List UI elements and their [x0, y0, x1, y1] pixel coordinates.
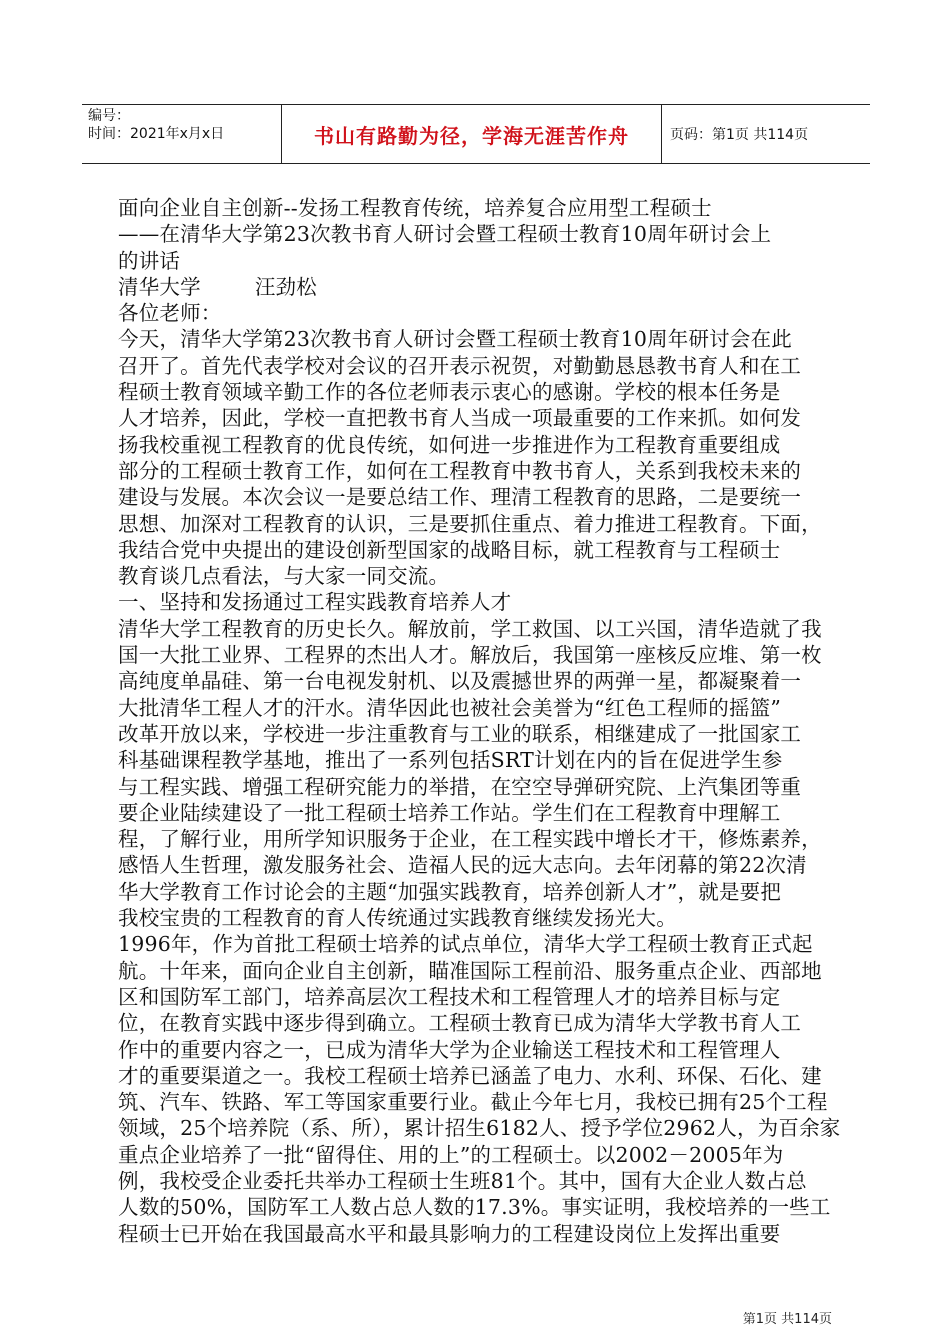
- header-motto: 书山有路勤为径，学海无涯苦作舟: [282, 105, 662, 163]
- body-line: 程硕士已开始在我国最高水平和最具影响力的工程建设岗位上发挥出重要: [118, 1221, 781, 1246]
- body-line: 思想、加深对工程教育的认识，三是要抓住重点、着力推进工程教育。下面，: [118, 511, 822, 536]
- body-line: 建设与发展。本次会议一是要总结工作、理清工程教育的思路，二是要统一: [118, 485, 802, 510]
- body-line: 改革开放以来，学校进一步注重教育与工业的联系，相继建成了一批国家工: [118, 721, 802, 746]
- body-line: 作中的重要内容之一，已成为清华大学为企业输送工程技术和工程管理人: [118, 1037, 781, 1062]
- body-line: 要企业陆续建设了一批工程硕士培养工作站。学生们在工程教育中理解工: [118, 800, 781, 825]
- body-line: 重点企业培养了一批“留得住、用的上”的工程硕士。以2002－2005年为: [118, 1142, 784, 1167]
- salutation: 各位老师：: [118, 301, 222, 326]
- author-org: 清华大学: [118, 274, 201, 299]
- body-line: 人才培养，因此，学校一直把教书育人当成一项最重要的工作来抓。如何发: [118, 406, 802, 431]
- body-line: 感悟人生哲理，激发服务社会、造福人民的远大志向。去年闭幕的第22次清: [118, 853, 807, 878]
- document-subtitle-line-2: 的讲话: [118, 248, 181, 273]
- body-line: 召开了。首先代表学校对会议的召开表示祝贺，对勤勤恳恳教书育人和在工: [118, 353, 802, 378]
- body-line: 区和国防军工部门，培养高层次工程技术和工程管理人才的培养目标与定: [118, 984, 781, 1009]
- body-line: 科基础课程教学基地，推出了一系列包括SRT计划在内的旨在促进学生参: [118, 748, 783, 773]
- body-line: 扬我校重视工程教育的优良传统，如何进一步推进作为工程教育重要组成: [118, 432, 781, 457]
- body-line: 我结合党中央提出的建设创新型国家的战略目标，就工程教育与工程硕士: [118, 537, 781, 562]
- body-line: 部分的工程硕士教育工作，如何在工程教育中教书育人，关系到我校未来的: [118, 458, 802, 483]
- body-line: 国一大批工业界、工程界的杰出人才。解放后，我国第一座核反应堆、第一枚: [118, 643, 822, 668]
- header-meta: [82, 105, 282, 163]
- body-line: 筑、汽车、铁路、军工等国家重要行业。截止今年七月，我校已拥有25个工程: [118, 1090, 828, 1115]
- document-body: [118, 195, 841, 1247]
- time-label: 时间：2021年x月x日: [88, 126, 225, 142]
- author-line: [118, 274, 830, 300]
- document-subtitle-line-1: ——在清华大学第23次教书育人研讨会暨工程硕士教育10周年研讨会上: [118, 222, 772, 247]
- number-label: 编号：: [88, 108, 130, 124]
- body-line: 我校宝贵的工程教育的育人传统通过实践教育继续发扬光大。: [118, 906, 677, 931]
- body-line: 例，我校受企业委托共举办工程硕士生班81个。其中，国有大企业人数占总: [118, 1168, 807, 1193]
- body-line: 1996年，作为首批工程硕士培养的试点单位，清华大学工程硕士教育正式起: [118, 932, 813, 957]
- document-header: [82, 104, 870, 164]
- header-page-info: 页码：第1页 共114页: [670, 127, 809, 143]
- document-title: 面向企业自主创新--发扬工程教育传统，培养复合应用型工程硕士: [118, 196, 712, 220]
- body-line: 一、坚持和发扬通过工程实践教育培养人才: [118, 590, 512, 615]
- body-line: 程，了解行业，用所学知识服务于企业，在工程实践中增长才干，修炼素养，: [118, 827, 822, 852]
- body-line: 教育谈几点看法，与大家一同交流。: [118, 564, 450, 589]
- body-line: 航。十年来，面向企业自主创新，瞄准国际工程前沿、服务重点企业、西部地: [118, 958, 822, 983]
- page-footer: 第1页 共114页: [742, 1312, 832, 1327]
- body-line: 位，在教育实践中逐步得到确立。工程硕士教育已成为清华大学教书育人工: [118, 1011, 802, 1036]
- body-line: 人数的50%，国防军工人数占总人数的17.3%。事实证明，我校培养的一些工: [118, 1195, 831, 1220]
- body-line: 华大学教育工作讨论会的主题“加强实践教育，培养创新人才”，就是要把: [118, 879, 782, 904]
- body-line: 高纯度单晶硅、第一台电视发射机、以及震撼世界的两弹一星，都凝聚着一: [118, 669, 802, 694]
- body-line: 才的重要渠道之一。我校工程硕士培养已涵盖了电力、水利、环保、石化、建: [118, 1063, 822, 1088]
- body-line: 领域，25个培养院（系、所），累计招生6182人、授予学位2962人，为百余家: [118, 1116, 841, 1141]
- author-name: 汪劲松: [254, 274, 317, 299]
- body-line: 与工程实践、增强工程研究能力的举措，在空空导弹研究院、上汽集团等重: [118, 774, 802, 799]
- body-line: 大批清华工程人才的汗水。清华因此也被社会美誉为“红色工程师的摇篮”: [118, 695, 782, 720]
- body-line: 清华大学工程教育的历史长久。解放前，学工救国、以工兴国，清华造就了我: [118, 616, 822, 641]
- body-line: 程硕士教育领域辛勤工作的各位老师表示衷心的感谢。学校的根本任务是: [118, 380, 781, 405]
- body-text: [118, 326, 841, 1246]
- body-line: 今天，清华大学第23次教书育人研讨会暨工程硕士教育10周年研讨会在此: [118, 327, 792, 352]
